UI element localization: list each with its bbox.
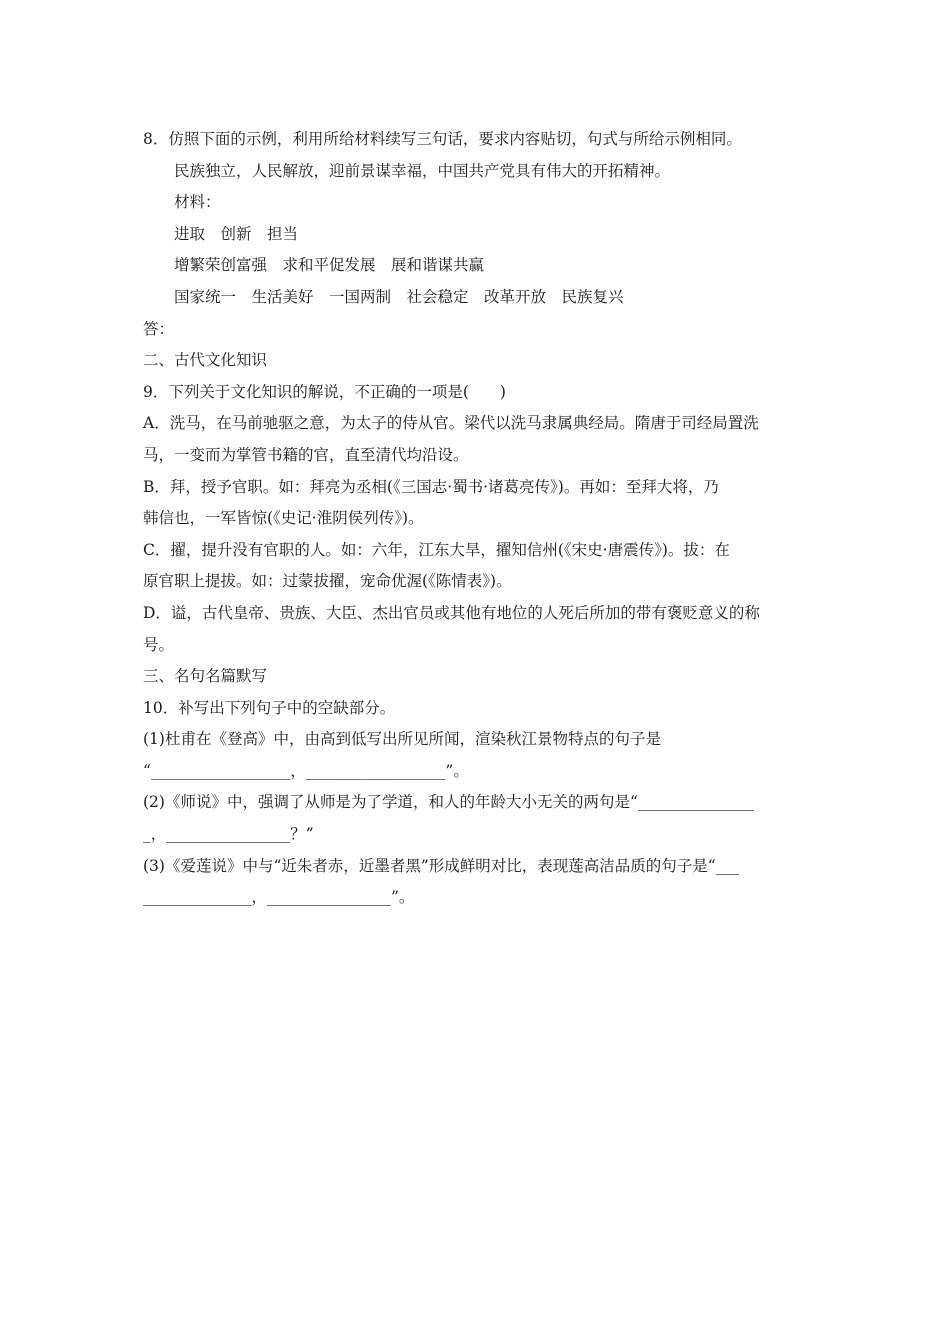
q9-option-b-line-1: B．拜，授予官职。如：拜亮为丞相(《三国志·蜀书·诸葛亮传》)。再如：至拜大将，乃 — [143, 477, 719, 496]
q9-option-d-line-1: D．谥，古代皇帝、贵族、大臣、杰出官员或其他有地位的人死后所加的带有褒贬意义的称 — [143, 603, 760, 622]
section-3-title: 三、名句名篇默写 — [143, 667, 268, 686]
q8-answer-label: 答： — [143, 319, 175, 338]
section-2-title: 二、古代文化知识 — [143, 351, 268, 370]
q9-option-a-line-1: A．洗马，在马前驰驱之意，为太子的侍从官。梁代以洗马隶属典经局。隋唐于司经局置洗 — [143, 414, 759, 433]
q10-item-3-line-2: ______________，________________”。 — [143, 888, 415, 907]
q8-material-label: 材料： — [174, 193, 221, 212]
q8-stem: 8．仿照下面的示例，利用所给材料续写三句话，要求内容贴切，句式与所给示例相同。 — [143, 130, 742, 148]
q9-option-c-line-2: 原官职上提拔。如：过蒙拔擢，宠命优渥(《陈情表》)。 — [143, 572, 512, 591]
q8-material-row-1: 进取 创新 担当 — [174, 224, 299, 243]
document-page — [143, 124, 813, 914]
q10-stem: 10．补写出下列句子中的空缺部分。 — [143, 698, 396, 717]
q10-item-2-line-2: _，________________？” — [143, 825, 314, 844]
q10-item-1-line-1: (1)杜甫在《登高》中，由高到低写出所见所闻，渲染秋江景物特点的句子是 — [143, 730, 661, 749]
q9-option-b-line-2: 韩信也，一军皆惊(《史记·淮阴侯列传》)。 — [143, 509, 424, 528]
q10-item-3-line-1: (3)《爱莲说》中与“近朱者赤，近墨者黑”形成鲜明对比，表现莲高洁品质的句子是“___ — [143, 856, 739, 875]
q9-option-a-line-2: 马，一变而为掌管书籍的官，直至清代均沿设。 — [143, 445, 469, 464]
q8-material-row-2: 增繁荣创富强 求和平促发展 展和谐谋共赢 — [174, 256, 485, 275]
q8-example: 民族独立，人民解放，迎前景谋幸福，中国共产党具有伟大的开拓精神。 — [174, 161, 671, 180]
q10-item-2-line-1: (2)《师说》中，强调了从师是为了学道，和人的年龄大小无关的两句是“_______________ — [143, 793, 755, 812]
q9-stem: 9．下列关于文化知识的解说，不正确的一项是( ) — [143, 382, 506, 401]
q9-option-d-line-2: 号。 — [143, 635, 175, 654]
q9-option-c-line-1: C．擢，提升没有官职的人。如：六年，江东大旱，擢知信州(《宋史·唐震传》)。拔：在 — [143, 540, 730, 559]
q10-item-1-line-2: “__________________，__________________”。 — [143, 761, 469, 780]
q8-material-row-3: 国家统一 生活美好 一国两制 社会稳定 改革开放 民族复兴 — [174, 287, 624, 306]
